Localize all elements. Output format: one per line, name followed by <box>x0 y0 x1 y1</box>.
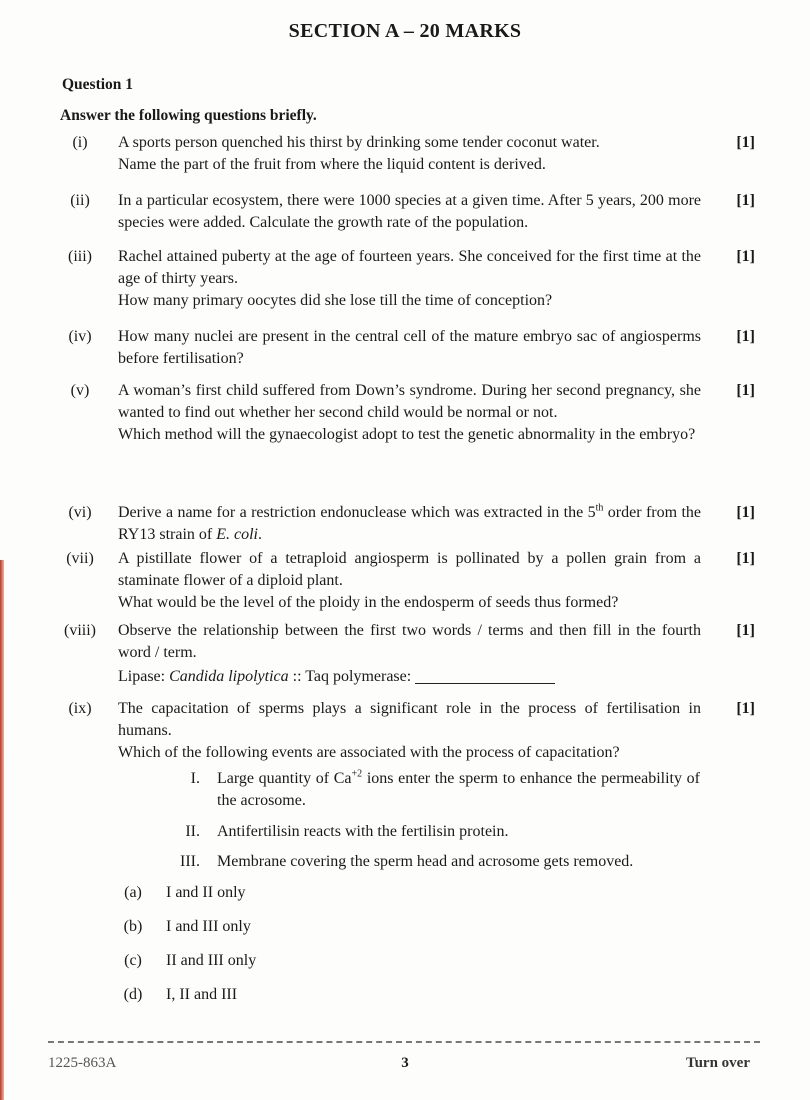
item-mark: [1] <box>736 622 755 639</box>
statement-number: II. <box>185 823 200 840</box>
item-text: How many nuclei are present in the central cell of the mature embryo sac of angiosperms before fertilisation? <box>118 328 701 367</box>
item-mark: [1] <box>736 504 755 521</box>
option-text: I, II and III <box>166 986 238 1003</box>
item-number: (ii) <box>70 192 90 209</box>
option-text: I and III only <box>166 918 251 935</box>
item-text: In a particular ecosystem, there were 1000 species at a given time. After 5 years, 200 more species were added. Calculate the growth rate of the population. <box>118 192 701 231</box>
analogy-text: :: Taq polymerase: <box>288 668 416 685</box>
species-name: Candida lipolytica <box>169 668 289 685</box>
item-mark: [1] <box>736 700 755 717</box>
option-label: (d) <box>123 986 143 1003</box>
analogy-text: Lipase: <box>118 668 170 685</box>
statement-number: III. <box>180 853 200 870</box>
option-label: (a) <box>124 884 142 901</box>
item-number: (vii) <box>66 550 94 567</box>
item-text: A pistillate flower of a tetraploid angiosperm is pollinated by a pollen grain from a staminate flower of a diploid plant. <box>118 550 701 589</box>
item-mark: [1] <box>736 248 755 265</box>
item-number: (vi) <box>68 504 92 521</box>
item-number: (iii) <box>68 248 92 265</box>
footer-divider <box>48 1041 760 1043</box>
item-text: Name the part of the fruit from where the liquid content is derived. <box>118 156 546 173</box>
item-text: Which method will the gynaecologist adopt to test the genetic abnormality in the embryo? <box>118 426 696 443</box>
item-text: Rachel attained puberty at the age of fourteen years. She conceived for the first time at the age of thirty years. <box>118 248 701 287</box>
option-text: I and II only <box>166 884 246 901</box>
item-mark: [1] <box>736 328 755 345</box>
option-text: II and III only <box>166 952 257 969</box>
item-mark: [1] <box>736 192 755 209</box>
species-name: E. coli <box>216 526 258 543</box>
item-text: Observe the relationship between the first two words / terms and then fill in the fourth word / term. <box>118 622 701 661</box>
item-text: What would be the level of the ploidy in the endosperm of seeds thus formed? <box>118 594 619 611</box>
statement-number: I. <box>190 770 200 787</box>
item-text: Derive a name for a restriction endonuclease which was extracted in the 5 <box>118 504 596 521</box>
item-number: (iv) <box>68 328 92 345</box>
instruction: Answer the following questions briefly. <box>60 107 317 124</box>
item-text: order from the RY13 strain of <box>118 504 702 543</box>
item-number: (i) <box>72 134 88 151</box>
answer-blank <box>415 667 555 684</box>
statement-text: Antifertilisin reacts with the fertilisin protein. <box>217 823 509 840</box>
question-heading: Question 1 <box>62 76 134 93</box>
page-number: 3 <box>401 1055 409 1071</box>
item-text: How many primary oocytes did she lose till the time of conception? <box>118 292 553 309</box>
item-mark: [1] <box>736 382 755 399</box>
item-text: The capacitation of sperms plays a significant role in the process of fertilisation in humans. <box>118 700 701 739</box>
turn-over-note: Turn over <box>685 1055 750 1071</box>
item-number: (viii) <box>64 622 96 639</box>
item-text: A woman’s first child suffered from Down’s syndrome. During her second pregnancy, she wanted to find out whether her second child would be normal or not. <box>118 382 701 421</box>
statement-text: ions enter the sperm to enhance the permeability of the acrosome. <box>217 770 700 809</box>
statement-text: Large quantity of Ca <box>217 770 352 787</box>
item-number: (ix) <box>68 700 92 717</box>
section-title: SECTION A – 20 MARKS <box>288 20 522 42</box>
superscript: th <box>595 502 604 514</box>
option-label: (b) <box>123 918 143 935</box>
item-mark: [1] <box>736 550 755 567</box>
item-text: A sports person quenched his thirst by drinking some tender coconut water. <box>118 134 600 151</box>
statement-text: Membrane covering the sperm head and acrosome gets removed. <box>217 853 634 870</box>
option-label: (c) <box>124 952 142 969</box>
punctuation: . <box>257 526 262 543</box>
paper-code: 1225-863A <box>48 1055 117 1071</box>
item-text: Which of the following events are associated with the process of capacitation? <box>118 744 620 761</box>
superscript: +2 <box>351 768 363 780</box>
item-mark: [1] <box>736 134 755 151</box>
item-number: (v) <box>70 382 90 399</box>
